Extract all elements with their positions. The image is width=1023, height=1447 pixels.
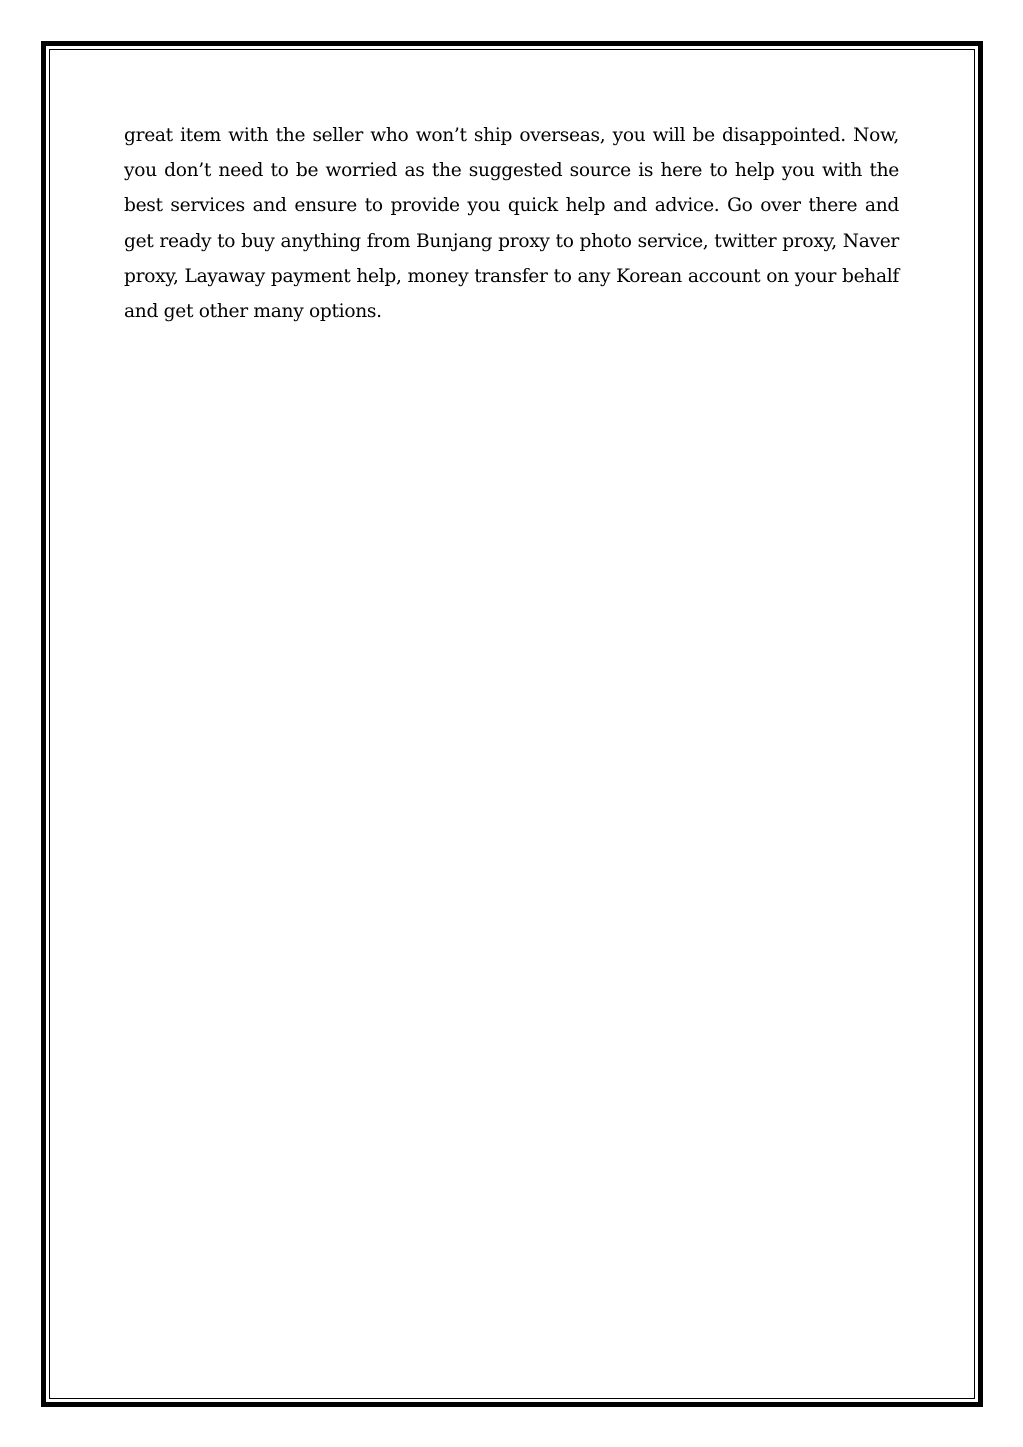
body-paragraph: great item with the seller who won’t ship overseas, you will be disappointed. Now, you don’t need to be worried as the suggested source is here to help you with the best services and ensure to provide you quick help and advice. Go over there and get ready to buy anything from Bunjang proxy to photo service, twitter proxy, Naver proxy, Layaway payment help, money transfer to any Korean account on your behalf and get other many options. xyxy=(124,125,899,323)
